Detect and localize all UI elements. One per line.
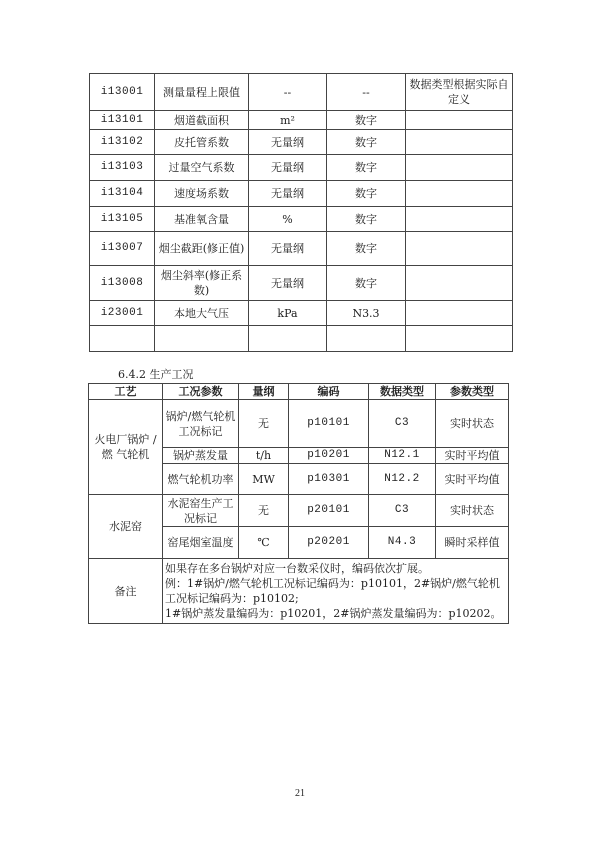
note-cell (406, 130, 513, 155)
note-cell (406, 181, 513, 207)
page-number: 21 (295, 788, 305, 799)
condition-param-cell: 燃气轮机功率 (163, 464, 239, 495)
table-row (89, 495, 509, 527)
production-condition-table (88, 383, 509, 624)
process-cell: 水泥窑 (89, 495, 163, 559)
code-cell: i13101 (90, 111, 155, 130)
condition-param-cell: 锅炉蒸发量 (163, 448, 239, 464)
param-type-cell: 实时平均值 (436, 448, 509, 464)
type-cell: 数字 (327, 130, 406, 155)
data-type-cell: N12.2 (369, 464, 436, 495)
header-cell: 工艺 (89, 384, 163, 400)
data-type-cell: C3 (369, 495, 436, 527)
table-header-row (89, 384, 509, 400)
remarks-line: 1#锅炉蒸发量编码为：p10201，2#锅炉蒸发量编码为：p10202。 (165, 607, 502, 620)
unit-cell: 无量纲 (249, 266, 327, 301)
code-cell: i23001 (90, 301, 155, 326)
header-cell: 工况参数 (163, 384, 239, 400)
unit-cell: 无 (239, 495, 289, 527)
param-type-cell: 实时状态 (436, 400, 509, 448)
table-row (90, 130, 513, 155)
unit-cell: 无 (239, 400, 289, 448)
unit-cell: ℃ (239, 527, 289, 559)
name-cell: 皮托管系数 (155, 130, 249, 155)
table-row (89, 400, 509, 448)
code-cell: i13007 (90, 232, 155, 266)
param-type-cell: 实时状态 (436, 495, 509, 527)
header-cell: 编码 (289, 384, 369, 400)
code-cell: p10201 (289, 448, 369, 464)
header-cell: 参数类型 (436, 384, 509, 400)
note-cell (406, 266, 513, 301)
param-type-cell: 瞬时采样值 (436, 527, 509, 559)
code-cell: i13102 (90, 130, 155, 155)
name-cell: 烟尘斜率(修正系数) (155, 266, 249, 301)
remarks-row (89, 559, 509, 624)
process-cell: 火电厂锅炉 / 燃 气轮机 (89, 400, 163, 495)
code-cell: i13001 (90, 74, 155, 111)
code-cell: i13008 (90, 266, 155, 301)
table-row (90, 266, 513, 301)
code-cell (90, 326, 155, 352)
note-cell (406, 111, 513, 130)
type-cell: 数字 (327, 266, 406, 301)
table-row (90, 155, 513, 181)
code-cell: p20101 (289, 495, 369, 527)
unit-cell: 无量纲 (249, 130, 327, 155)
unit-cell: t/h (239, 448, 289, 464)
data-type-cell: C3 (369, 400, 436, 448)
note-cell (406, 155, 513, 181)
note-cell (406, 232, 513, 266)
unit-cell: -- (249, 74, 327, 111)
data-type-cell: N4.3 (369, 527, 436, 559)
code-cell: p10101 (289, 400, 369, 448)
unit-cell: MW (239, 464, 289, 495)
condition-param-cell: 锅炉/燃气轮机工况标记 (163, 400, 239, 448)
data-type-cell: N12.1 (369, 448, 436, 464)
type-cell: -- (327, 74, 406, 111)
table-row (90, 301, 513, 326)
table-row (90, 207, 513, 232)
type-cell: 数字 (327, 155, 406, 181)
name-cell: 测量量程上限值 (155, 74, 249, 111)
name-cell: 烟尘截距(修正值) (155, 232, 249, 266)
table-row (90, 232, 513, 266)
section-title: 6.4.2 生产工况 (118, 368, 194, 381)
type-cell: 数字 (327, 111, 406, 130)
unit-cell: 无量纲 (249, 232, 327, 266)
table-row (90, 74, 513, 111)
name-cell: 烟道截面积 (155, 111, 249, 130)
condition-param-cell: 窑尾烟室温度 (163, 527, 239, 559)
name-cell: 速度场系数 (155, 181, 249, 207)
monitoring-parameter-table (89, 73, 513, 352)
note-cell: 数据类型根据实际自定义 (406, 74, 513, 111)
header-cell: 量纲 (239, 384, 289, 400)
condition-param-cell: 水泥窑生产工况标记 (163, 495, 239, 527)
code-cell: i13105 (90, 207, 155, 232)
code-cell: i13103 (90, 155, 155, 181)
unit-cell: % (249, 207, 327, 232)
unit-cell: kPa (249, 301, 327, 326)
type-cell: 数字 (327, 181, 406, 207)
remarks-line: 例：1#锅炉/燃气轮机工况标记编码为：p10101，2#锅炉/燃气轮机工况标记编码为：p10102; (165, 577, 500, 605)
param-type-cell: 实时平均值 (436, 464, 509, 495)
name-cell (155, 326, 249, 352)
header-cell: 数据类型 (369, 384, 436, 400)
remarks-label: 备注 (89, 559, 163, 624)
code-cell: p10301 (289, 464, 369, 495)
unit-cell: m² (249, 111, 327, 130)
note-cell (406, 301, 513, 326)
table-row (90, 326, 513, 352)
name-cell: 基准氧含量 (155, 207, 249, 232)
unit-cell: 无量纲 (249, 155, 327, 181)
type-cell: N3.3 (327, 301, 406, 326)
code-cell: i13104 (90, 181, 155, 207)
note-cell (406, 326, 513, 352)
note-cell (406, 207, 513, 232)
remarks-line: 如果存在多台锅炉对应一台数采仪时，编码依次扩展。 (165, 562, 429, 575)
type-cell: 数字 (327, 232, 406, 266)
name-cell: 过量空气系数 (155, 155, 249, 181)
name-cell: 本地大气压 (155, 301, 249, 326)
code-cell: p20201 (289, 527, 369, 559)
type-cell (327, 326, 406, 352)
table-row (90, 181, 513, 207)
remarks-cell (163, 559, 509, 624)
unit-cell: 无量纲 (249, 181, 327, 207)
type-cell: 数字 (327, 207, 406, 232)
unit-cell (249, 326, 327, 352)
table-row (90, 111, 513, 130)
